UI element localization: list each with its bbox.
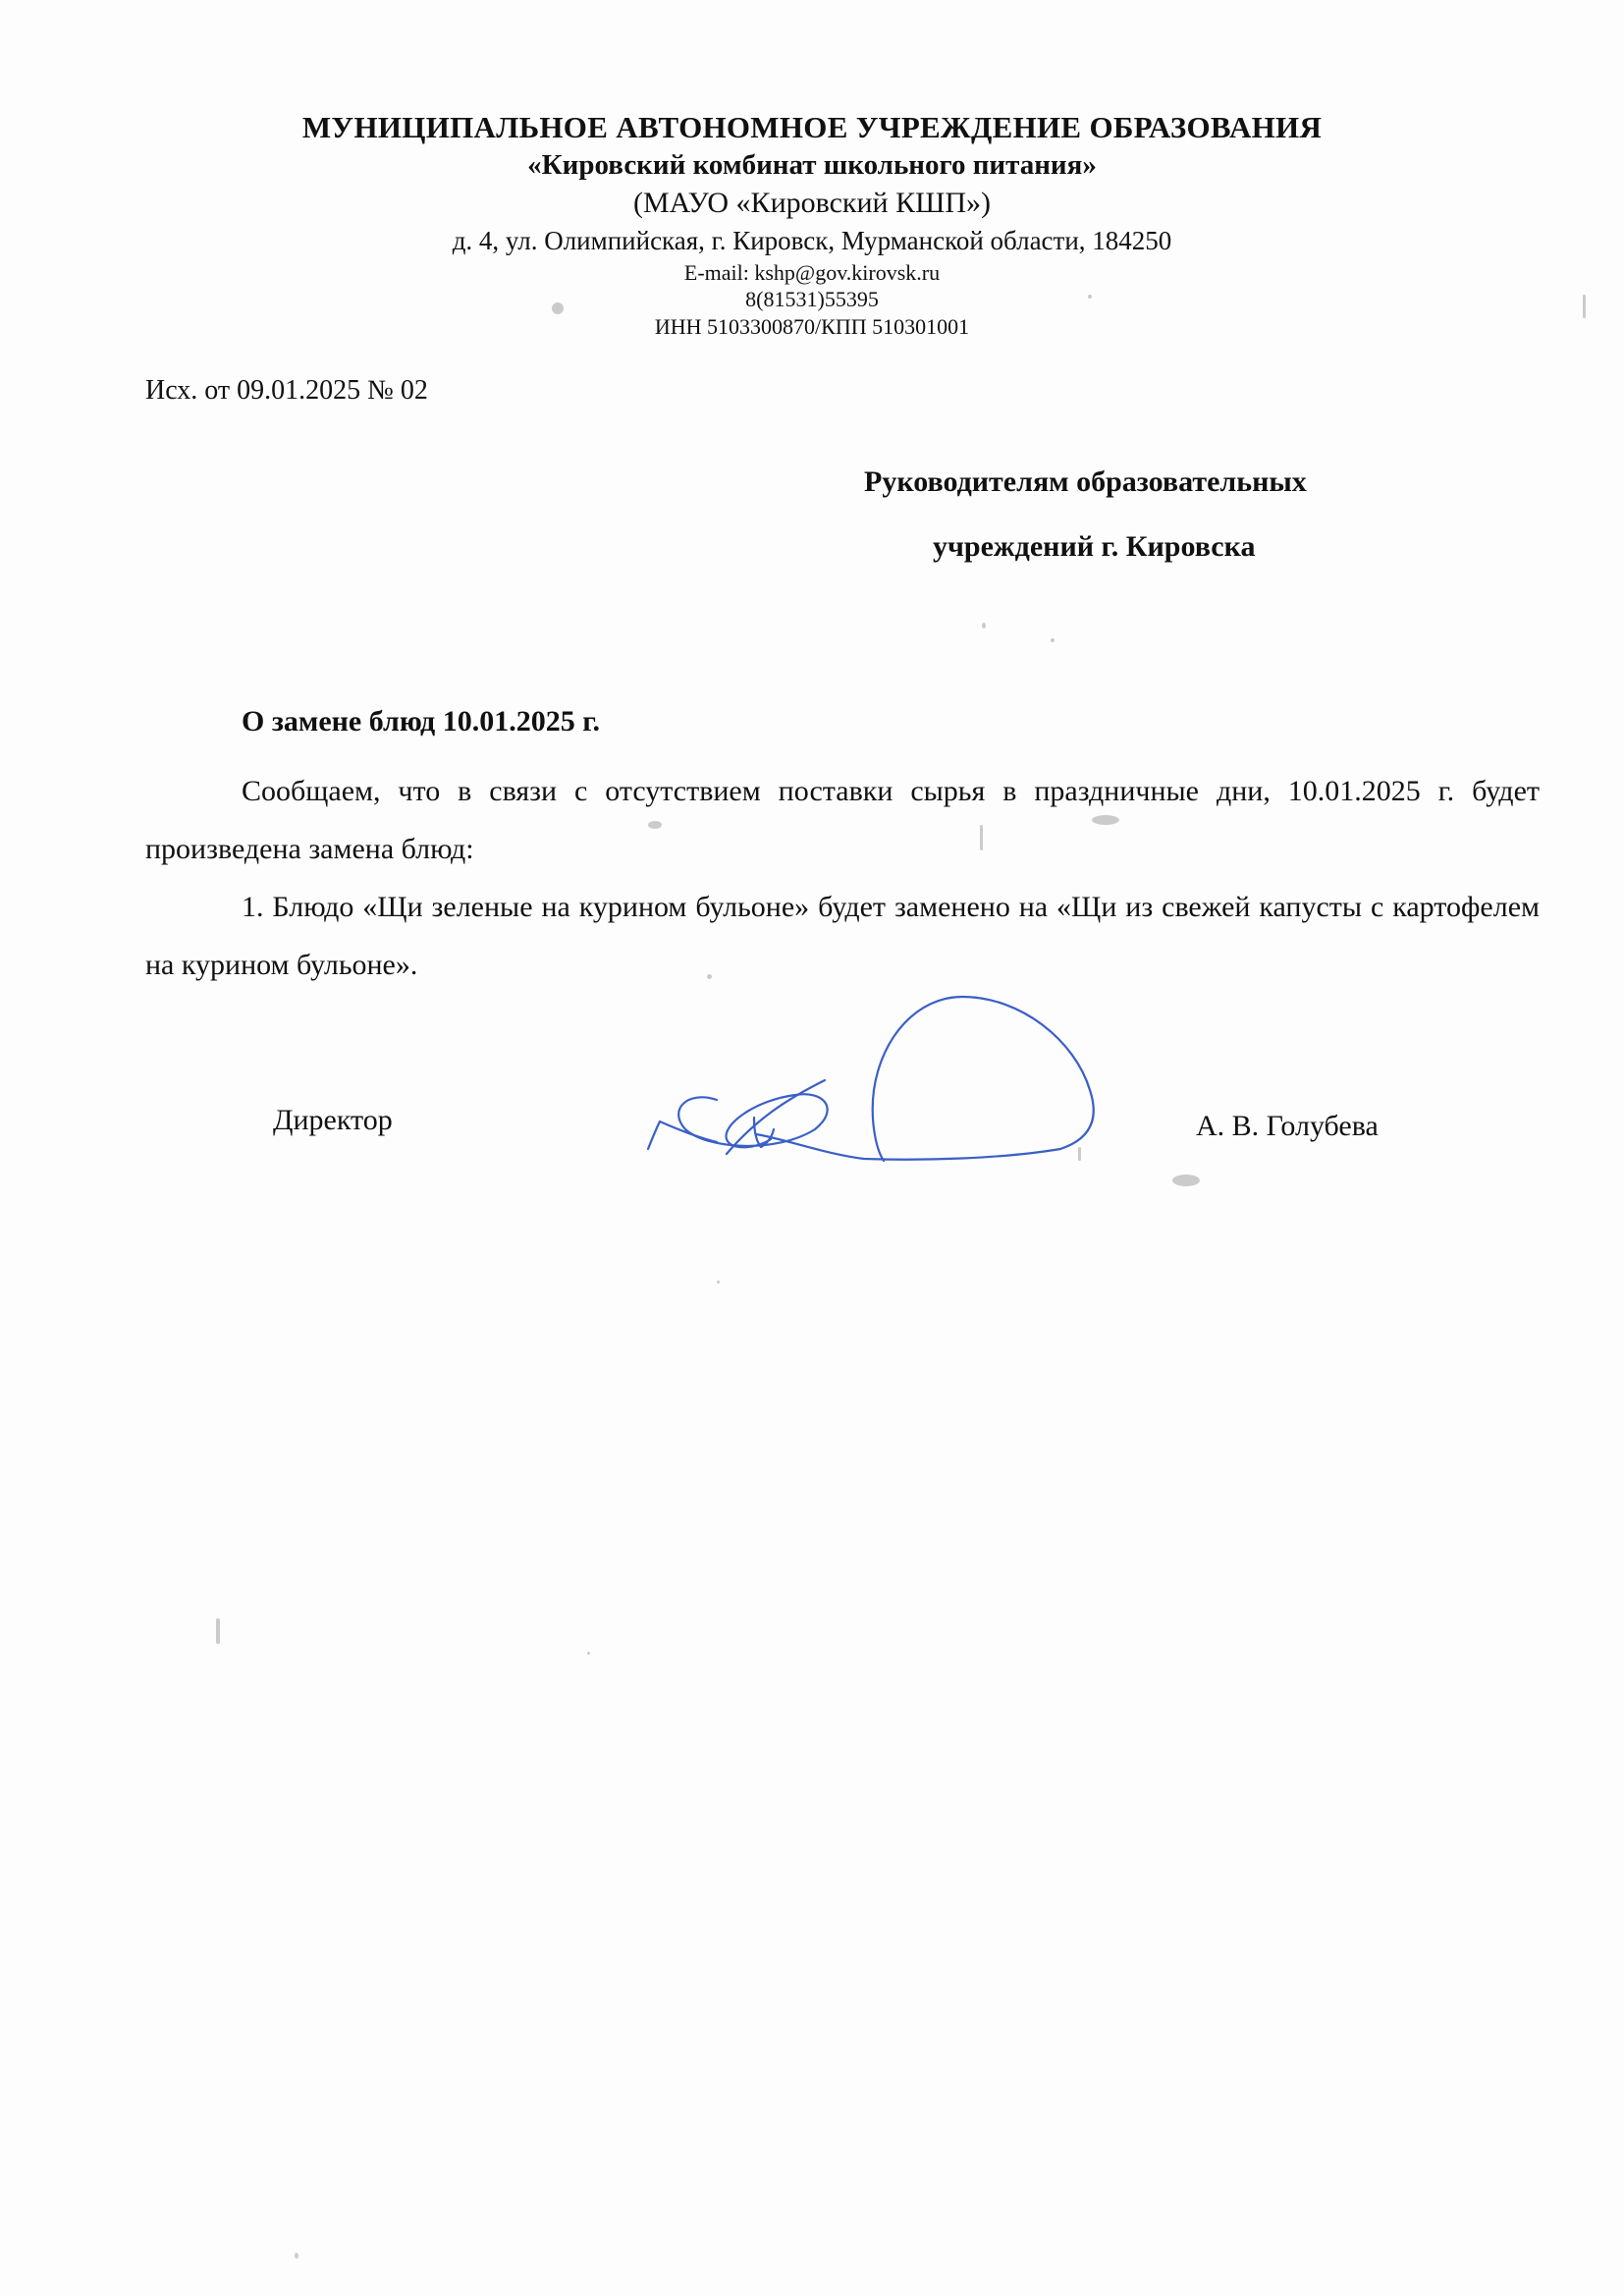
recipient-block	[864, 450, 1453, 579]
scan-speck	[587, 1652, 590, 1655]
scan-speck	[1092, 815, 1119, 825]
scan-speck	[707, 974, 712, 979]
scan-speck	[552, 302, 564, 314]
scan-speck	[1172, 1175, 1200, 1186]
outgoing-number: Исх. от 09.01.2025 № 02	[145, 375, 428, 406]
org-email: E-mail: kshp@gov.kirovsk.ru	[683, 260, 941, 285]
org-address: д. 4, ул. Олимпийская, г. Кировск, Мурманской области, 184250	[452, 226, 1172, 255]
handwritten-signature	[628, 982, 1119, 1178]
scan-speck	[1088, 295, 1092, 299]
signatory-name: А. В. Голубева	[1196, 1110, 1379, 1142]
recipient-line-2: учреждений г. Кировска	[933, 530, 1256, 563]
body-paragraph-2: 1. Блюдо «Щи зеленые на курином бульоне» будет заменено на «Щи из свежей капусты с картофелем на курином бульоне».	[145, 891, 1540, 981]
recipient-line-1: Руководителям образовательных	[864, 465, 1307, 498]
body-paragraph-1: Сообщаем, что в связи с отсутствием поставки сырья в праздничные дни, 10.01.2025 г. будет произведена замена блюд:	[145, 775, 1540, 865]
signatory-title: Директор	[273, 1104, 393, 1136]
letter-body	[145, 762, 1540, 994]
scan-speck	[1583, 295, 1586, 318]
org-inn-kpp: ИНН 5103300870/КПП 510301001	[654, 314, 970, 339]
org-short-name: (МАУО «Кировский КШП»)	[632, 187, 992, 219]
scan-speck	[980, 825, 983, 850]
org-name: «Кировский комбинат школьного питания»	[527, 149, 1097, 181]
letter-subject: О замене блюд 10.01.2025 г.	[242, 705, 600, 738]
scan-speck	[648, 821, 662, 829]
scan-speck	[982, 623, 986, 629]
scan-speck	[717, 1281, 720, 1284]
scan-speck	[295, 2253, 298, 2259]
scan-speck	[216, 1618, 220, 1644]
scan-speck	[1051, 638, 1055, 642]
scan-speck	[1078, 1147, 1081, 1161]
org-full-name: МУНИЦИПАЛЬНОЕ АВТОНОМНОЕ УЧРЕЖДЕНИЕ ОБРАЗОВАНИЯ	[301, 110, 1323, 144]
org-phone: 8(81531)55395	[745, 287, 879, 311]
